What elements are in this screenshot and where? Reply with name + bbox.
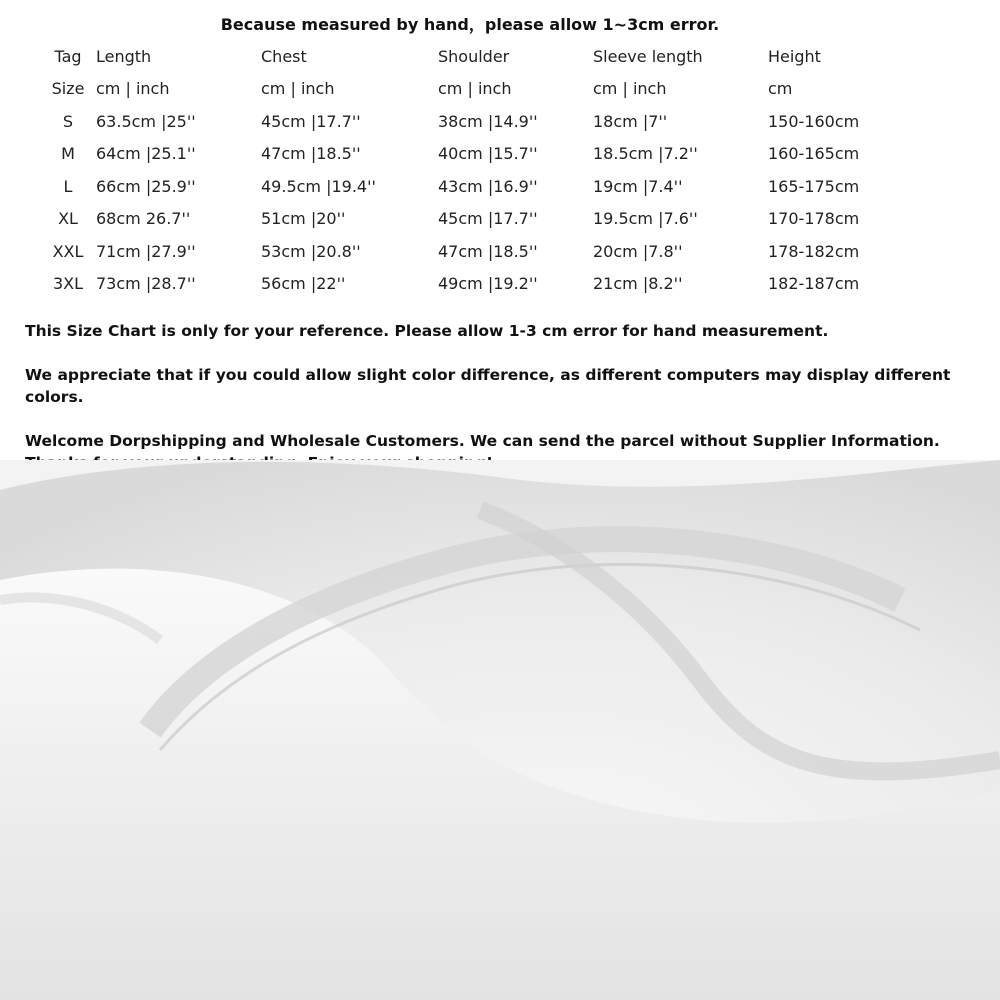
size-tag-cell: 3XL <box>52 274 84 294</box>
unit-cell: cm | inch <box>96 79 170 99</box>
wholesale-note: Welcome Dorpshipping and Wholesale Customers. We can send the parcel without Supplier Information. <box>25 432 940 450</box>
unit-cell: Size <box>51 79 85 99</box>
size-tag-cell: S <box>62 111 74 131</box>
height-cell: 170-178cm <box>768 209 860 229</box>
size-table <box>40 40 908 300</box>
sleeve-length-cell: 21cm |8.2'' <box>593 274 683 294</box>
shoulder-cell: 40cm |15.7'' <box>438 144 538 164</box>
column-header: Shoulder <box>438 46 510 66</box>
unit-cell: cm | inch <box>593 79 667 99</box>
column-header: Height <box>768 46 821 66</box>
length-cell: 71cm |27.9'' <box>96 241 196 261</box>
column-header: Sleeve length <box>593 46 703 66</box>
unit-cell: cm | inch <box>438 79 512 99</box>
chest-cell: 56cm |22'' <box>261 274 346 294</box>
height-cell: 160-165cm <box>768 144 860 164</box>
sleeve-length-cell: 19.5cm |7.6'' <box>593 209 698 229</box>
table-row <box>40 170 908 203</box>
size-tag-cell: L <box>63 176 73 196</box>
column-header: Chest <box>261 46 307 66</box>
shoulder-cell: 45cm |17.7'' <box>438 209 538 229</box>
length-cell: 64cm |25.1'' <box>96 144 196 164</box>
height-cell: 165-175cm <box>768 176 860 196</box>
chest-cell: 49.5cm |19.4'' <box>261 176 376 196</box>
color-difference-note: We appreciate that if you could allow slight color difference, as different computers may display different colors. <box>25 366 951 406</box>
unit-cell: cm | inch <box>261 79 335 99</box>
sleeve-length-cell: 19cm |7.4'' <box>593 176 683 196</box>
table-row <box>40 138 908 171</box>
sleeve-length-cell: 18.5cm |7.2'' <box>593 144 698 164</box>
column-header: Length <box>96 46 152 66</box>
length-cell: 73cm |28.7'' <box>96 274 196 294</box>
shoulder-cell: 47cm |18.5'' <box>438 241 538 261</box>
size-tag-cell: XXL <box>52 241 84 261</box>
chest-cell: 51cm |20'' <box>261 209 346 229</box>
measurement-note: Because measured by hand，please allow 1~3cm error. <box>220 15 720 34</box>
notes-block <box>25 320 990 474</box>
table-row <box>40 268 908 301</box>
size-chart-section <box>0 0 1000 460</box>
size-tag-cell: M <box>61 144 75 164</box>
unit-cell: cm <box>768 79 793 99</box>
chest-cell: 53cm |20.8'' <box>261 241 361 261</box>
length-cell: 66cm |25.9'' <box>96 176 196 196</box>
reference-note: This Size Chart is only for your reference. Please allow 1-3 cm error for hand measurement. <box>25 322 829 340</box>
tshirt-collar-image <box>0 460 1000 1000</box>
table-header-row <box>40 40 908 73</box>
size-tag-cell: XL <box>58 209 78 229</box>
shoulder-cell: 43cm |16.9'' <box>438 176 538 196</box>
table-row <box>40 235 908 268</box>
table-units-row <box>40 73 908 106</box>
table-row <box>40 203 908 236</box>
shoulder-cell: 49cm |19.2'' <box>438 274 538 294</box>
tshirt-collar-photo <box>0 460 1000 1000</box>
length-cell: 63.5cm |25'' <box>96 111 196 131</box>
chest-cell: 45cm |17.7'' <box>261 111 361 131</box>
height-cell: 150-160cm <box>768 111 860 131</box>
height-cell: 178-182cm <box>768 241 860 261</box>
table-row <box>40 105 908 138</box>
chest-cell: 47cm |18.5'' <box>261 144 361 164</box>
sleeve-length-cell: 20cm |7.8'' <box>593 241 683 261</box>
sleeve-length-cell: 18cm |7'' <box>593 111 668 131</box>
length-cell: 68cm 26.7'' <box>96 209 191 229</box>
shoulder-cell: 38cm |14.9'' <box>438 111 538 131</box>
height-cell: 182-187cm <box>768 274 860 294</box>
column-header: Tag <box>54 46 82 66</box>
